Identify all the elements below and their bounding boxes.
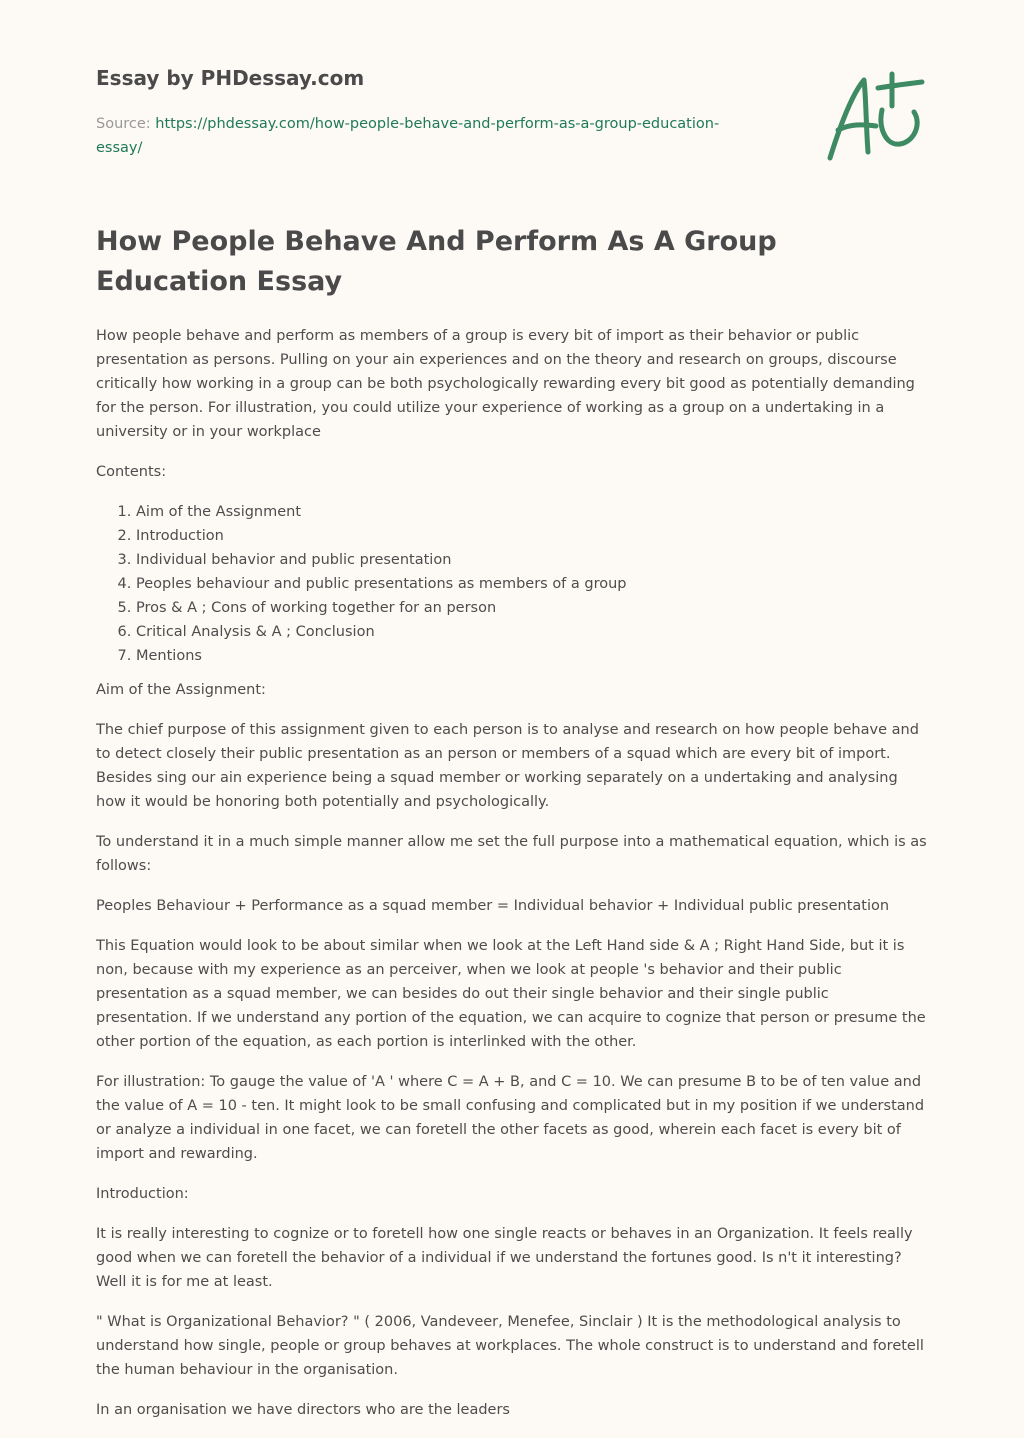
article bbox=[96, 222, 928, 1438]
equation-text: Peoples Behaviour + Performance as a squad member = Individual behavior + Individual public presentation bbox=[96, 898, 890, 914]
section-heading-aim: Aim of the Assignment: bbox=[96, 682, 266, 698]
page-title: How People Behave And Perform As A Group Education Essay bbox=[96, 226, 777, 297]
toc-item: 4. Peoples behaviour and public presentations as members of a group bbox=[136, 572, 928, 596]
toc-item: 6. Critical Analysis & A ; Conclusion bbox=[136, 620, 928, 644]
section-heading-introduction: Introduction: bbox=[96, 1186, 189, 1202]
toc-item: 2. Introduction bbox=[136, 524, 928, 548]
toc-item: 5. Pros & A ; Cons of working together for an person bbox=[136, 596, 928, 620]
site-header bbox=[96, 64, 796, 160]
source-link-line1: https://phdessay.com/how-people-behave-and-perform-as-a-group-education- bbox=[155, 116, 720, 132]
source-link-line2: essay/ bbox=[96, 140, 143, 156]
toc-item: 3. Individual behavior and public presentation bbox=[136, 548, 928, 572]
source-label: Source: bbox=[96, 116, 151, 132]
paragraph: The chief purpose of this assignment given to each person is to analyse and research on how people behave and to detect closely their public presentation as an person or members of a squad which are every bit of import. Besides sing our ain experience being a squad member or working separately on a undertaking and analysing how it would be honoring both potentially and psychologically. bbox=[96, 722, 919, 810]
toc-item: 1. Aim of the Assignment bbox=[136, 500, 928, 524]
source-link[interactable] bbox=[96, 116, 719, 156]
contents-label: Contents: bbox=[96, 464, 167, 480]
toc-item: 7. Mentions bbox=[136, 644, 928, 668]
paragraph: In an organisation we have directors who are the leaders bbox=[96, 1402, 510, 1418]
paragraph: This Equation would look to be about similar when we look at the Left Hand side & A ; Right Hand Side, but it is non, because with my experience as an perceiver, when we look at people 's behavior and their public presentation as a squad member, we can besides do out their single behavior and their single public presentation. If we understand any portion of the equation, we can acquire to cognize that person or presume the other portion of the equation, as each portion is interlinked with the other. bbox=[96, 938, 926, 1050]
paragraph: " What is Organizational Behavior? " ( 2006, Vandeveer, Menefee, Sinclair ) It is the methodological analysis to understand how single, people or group behaves at workplaces. The whole construct is to understand and foretell the human behaviour in the organisation. bbox=[96, 1314, 924, 1378]
site-title: Essay by PHDessay.com bbox=[96, 66, 365, 90]
intro-paragraph: How people behave and perform as members of a group is every bit of import as their behavior or public presentation as persons. Pulling on your ain experiences and on the theory and research on groups, discourse critically how working in a group can be both psychologically rewarding every bit good as potentially demanding for the person. For illustration, you could utilize your experience of working as a group on a undertaking in a university or in your workplace bbox=[96, 328, 915, 440]
paragraph: For illustration: To gauge the value of 'A ' where C = A + B, and C = 10. We can presume B to be of ten value and the value of A = 10 - ten. It might look to be small confusing and complicated but in my position if we understand or analyze a individual in one facet, we can foretell the other facets as good, wherein each facet is every bit of import and rewarding. bbox=[96, 1074, 925, 1162]
a-plus-logo-icon bbox=[818, 66, 930, 166]
paragraph: To understand it in a much simple manner allow me set the full purpose into a mathematical equation, which is as follows: bbox=[96, 834, 927, 874]
paragraph: It is really interesting to cognize or to foretell how one single reacts or behaves in an Organization. It feels really good when we can foretell the behavior of a individual if we understand the fortunes good. Is n't it interesting? Well it is for me at least. bbox=[96, 1226, 913, 1290]
source-line bbox=[96, 112, 796, 160]
table-of-contents bbox=[96, 500, 928, 668]
